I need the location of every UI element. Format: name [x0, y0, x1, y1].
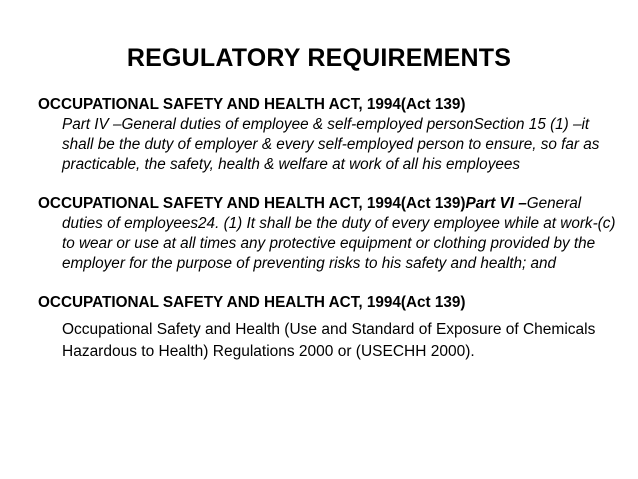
section-osha-usechh: [38, 293, 618, 363]
section-heading: OCCUPATIONAL SAFETY AND HEALTH ACT, 1994(Act 139): [38, 96, 466, 113]
section-body: Occupational Safety and Health (Use and Standard of Exposure of Chemicals Hazardous to Health) Regulations 2000 or (USECHH 2000).: [62, 321, 596, 360]
section-body: Part IV –General duties of employee & self-employed personSection 15 (1) –it shall be the duty of employer & every self-employed person to ensure, so far as practicable, the safety, health & welfare at work of all his employees: [62, 116, 600, 173]
section-heading: OCCUPATIONAL SAFETY AND HEALTH ACT, 1994(Act 139): [38, 195, 466, 212]
slide-title: REGULATORY REQUIREMENTS: [126, 44, 512, 72]
slide-content: [38, 95, 618, 363]
section-heading: OCCUPATIONAL SAFETY AND HEALTH ACT, 1994(Act 139): [38, 294, 466, 311]
section-osha-part-iv: [38, 95, 618, 175]
section-osha-part-vi: [38, 194, 618, 274]
section-body: General duties of employees24. (1) It shall be the duty of every employee while at work-(c) to wear or use at all times any protective equipment or clothing provided by the employer for the purpose of preventing risks to his safety and health; and: [62, 195, 616, 272]
part-label: Part VI –: [465, 195, 527, 212]
